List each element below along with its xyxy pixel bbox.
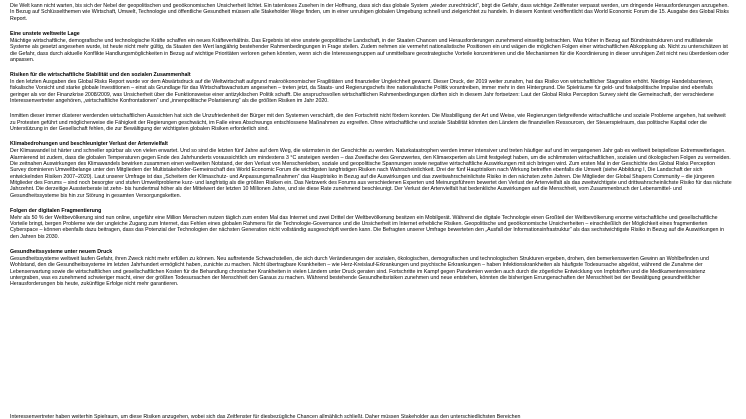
section-heading: Gesundheitssysteme unter neuem Druck (10, 249, 113, 256)
section-climate-biodiversity (10, 141, 732, 199)
intro-paragraph: Die Welt kann nicht warten, bis sich der Nebel der geopolitischen und geoökonomischen Unsicherheit lichtet. Ein tatenloses Zusehen in der Hoffnung, dass sich das globale System „wieder zurechtrückt“, birgt die Gefahr, dass wichtige Zeitfenster verpasst werden, um dringende Herausforderungen anzugehen. In Bezug auf Schlüsselthemen wie Wirtschaft, Umwelt, Technologie und öffentliche Gesundheit müssen alle Stakeholder Wege finden, um in einer unruhigen globalen Umgebung schnell und zielgerichtet zu handeln. In diesem Kontext veröffentlicht das World Economic Forum die 15. Ausgabe des Global Risks Report. (10, 3, 729, 22)
section-heading: Folgen der digitalen Fragmentierung (10, 207, 102, 214)
section-digital-fragmentation (10, 208, 732, 240)
section-economic-stability (10, 72, 732, 132)
section-geopolitical-landscape (10, 31, 732, 63)
section-paragraph: Mehr als 50 % der Weltbevölkerung sind nun online, ungefähr eine Million Menschen nutzen täglich zum ersten Mal das Internet und zwei Drittel der Weltbevölkerung besitzen ein Mobilgerät. Während die digitale Technologie einen Großteil der Weltbevölkerung enorme wirtschaftliche und gesellschaftliche Vorteile bringt, bergen Probleme wie der ungleiche Zugang zum Internet, das Fehlen eines globalen Rahmens für die Technologie-Governance und die Unsicherheit im Internet erhebliche Risiken. Geopolitische und geoökonomische Unsicherheiten – einschließlich der Möglichkeit eines fragmentierten Cyberspace – können ebenfalls dazu beitragen, dass das Potenzial der Technologien der nächsten Generation nicht vollständig ausgeschöpft werden kann. Die Befragten unserer Umfrage bewerteten den „Ausfall der Informationsinfrastruktur“ als das sechstwichtigste Risiko in Bezug auf die Auswirkungen in den Jahren bis 2030. (10, 214, 725, 240)
section-paragraph: Mächtige wirtschaftliche, demografische und technologische Kräfte schaffen ein neues Kräfteverhältnis. Das Ergebnis ist eine unstete geopolitische Landschaft, in der Staaten Chancen und Herausforderungen zunehmend einseitig betrachten. Was früher in Bezug auf Bündnisstrukturen und multilaterale Systeme als gesetzt angesehen wurde, ist heute nicht mehr gültig, da Staaten den Wert langjährig bestehender Rahmenbedingungen in Frage stellen. Zudem nehmen sie vermehrt nationalistische Positionen ein und wägen die möglichen Folgen einer wirtschaftlichen Abkopplung ab. Nicht zu unterschätzen ist die Gefahr, dass durch aktuelle Konflikte Handlungsmöglichkeiten in Bezug auf wichtige Prioritäten verloren gehen könnten, wenn sich die Interessengruppen auf unmittelbare geostrategische Vorteile konzentrieren und die Mechanismen für die Koordinierung in dieser unruhigen Zeit nicht neu überdenken oder anpassen. (10, 37, 729, 63)
section-heading: Risiken für die wirtschaftliche Stabilität und den sozialen Zusammenhalt (10, 72, 191, 79)
section-health-systems (10, 249, 732, 288)
section-paragraph: Inmitten dieser immer düsterer werdenden wirtschaftlichen Aussichten hat sich die Unzufriedenheit der Bürger mit den Systemen verschärft, die den Fortschritt nicht fördern konnten. Die Missbilligung der Art und Weise, wie Regierungen tiefgreifende wirtschaftliche und soziale Probleme angehen, hat weltweit zu Protesten geführt und möglicherweise die Fähigkeit der Regierungen geschwächt, im Falle eines Abschwungs entschlossene Maßnahmen zu ergreifen. Ohne wirtschaftliche und soziale Stabilität könnten den Ländern die finanziellen Ressourcen, der Steuerspielraum, das politische Kapital oder die Unterstützung in der Gesellschaft fehlen, die zur Bewältigung der wichtigsten globalen Risiken erforderlich sind. (10, 113, 726, 133)
section-paragraph: Gesundheitssysteme weltweit laufen Gefahr, ihren Zweck nicht mehr erfüllen zu können. Neu auftretende Schwachstellen, die sich durch Veränderungen der sozialen, ökologischen, demografischen und technologischen Strukturen ergeben, drohen, den bemerkenswerten Gewinn an Wohlbefinden und Wohlstand, den die Gesundheitssysteme im letzten Jahrhundert ermöglicht haben, zunichte zu machen. Nicht übertragbare Krankheiten – wie Herz-Kreislauf-Erkrankungen und psychische Erkrankungen – haben Infektionskrankheiten als häufigste Todesursache abgelöst, während die Zunahme der Lebenserwartung sowie die wirtschaftlichen und gesellschaftlichen Kosten für die Behandlung chronischer Krankheiten in vielen Ländern unter Druck geraten sind. Fortschritte im Kampf gegen Pandemien werden auch durch die zögerliche Entwicklung von Impfstoffen und die Medikamentenresistenz untergraben, was es zunehmend schwieriger macht, einer der größten Todesursachen der Menschheit den Garaus zu machen. Während bestehende Gesundheitsrisiken zunehmen und neue entstehen, könnten die bisherigen Errungenschaften der Menschheit bei der Bewältigung gesundheitlicher Herausforderungen bis heute, zukünftige Erfolge nicht mehr garantieren. (10, 255, 709, 288)
section-heading: Klimabedrohungen und beschleunigter Verlust der Artenvielfalt (10, 141, 168, 148)
cutoff-paragraph: Interessenvertreter haben weiterhin Spielraum, um diese Risiken anzugehen, wobei sich das Zeitfenster für diesbezügliche Chancen allmählich schließt. Daher müssen Stakeholder aus den unterschiedlichsten Bereichen (10, 414, 521, 419)
section-paragraph: In den letzten Ausgaben des Global Risks Report wurde vor dem Abwärtsdruck auf die Weltwirtschaft aufgrund makroökonomischer Fragilitäten und finanzieller Ungleichheit gewarnt. Dieser Druck, der 2019 weiter zunahm, hat das Risiko von wirtschaftlicher Stagnation erhöht. Niedrige Handelsbarrieren, fiskalische Vorsicht und starke globale Investitionen – einst als Grundlage für das Wirtschaftswachstum angesehen – treten jetzt, da Staats- und Regierungschefs ihre nationalistische Politik vorantreiben, immer mehr in den Hintergrund. Die Spielräume für geld- und fiskalpolitische Impulse sind ebenfalls geringer als vor der Finanzkrise 2008/2009, was Unsicherheit über die Funktionsweise einer antizyklischen Politik schafft. Die anspruchsvollen wirtschaftlichen Rahmenbedingungen dürften sich in diesem Jahr fortsetzen: Laut der Global Risks Perception Survey sieht die Gemeinschaft, der verschiedene Interessenvertreter angehören, „wirtschaftliche Konfrontationen“ und „innenpolitische Polarisierung“ als die größten Risiken im Jahr 2020. (10, 79, 714, 105)
section-paragraph: Der Klimawandel ist härter und schneller spürbar als von vielen erwartet. Und so sind die letzten fünf Jahre auf dem Weg, die wärmsten in der Geschichte zu werden. Naturkatastrophen werden immer intensiver und treten häufiger auf und im vergangenen Jahr gab es weltweit beispiellose Extremwetterlagen. Alarmierend ist zudem, dass die globalen Temperaturen gegen Ende des Jahrhunderts voraussichtlich um mindestens 3 °C ansteigen werden – das Zweifache des Grenzwertes, den Klimaexperten als Limit festgelegt haben, um die schlimmsten wirtschaftlichen, sozialen und ökologischen Folgen zu vermeiden. Die zeitnahen Auswirkungen des Klimawandels bewirken zusammen einen weltweiten Notstand, der den Verlust von Menschenleben, soziale und geopolitische Spannungen sowie negative wirtschaftliche Auswirkungen mit sich bringen wird. Zum ersten Mal in der Geschichte des Global Risks Perception Survey dominieren Umweltbelange unter den Mitgliedern der Multistakeholder-Gemeinschaft des World Economic Forum die wichtigsten langfristigen Risiken nach Wahrscheinlichkeit. Drei der fünf Hauptrisiken nach Wirkung betreffen ebenfalls die Umwelt (siehe Abbildung I, Die Landschaft der sich entwickelnden Risiken 2007–2020). Laut unserer Umfrage ist das „Scheitern der Klimaschutz- und Anpassungsmaßnahmen“ das Hauptrisiko in Bezug auf die Auswirkungen und das zweitwahrscheinlichste Risiko in den nächsten zehn Jahren. Die Mitglieder der Global Shapers Community – die jüngeren Mitglieder des Forums – sind noch besorgter und stufen Umweltprobleme kurz- und langfristig als die größten Risiken ein. Das Netzwerk des Forums aus verschiedenen Experten und Meinungsführern bewertet den Verlust der Artenvielfalt als das zweitwichtigste und drittwahrscheinlichste Risiko für das nächste Jahrzehnt. Die derzeitige Aussterberate ist zehn- bis hundertmal höher als der Mittelwert der letzten 10 Millionen Jahre, und sie diese Rate zunehmend beschleunigt. Der Verlust der Artenvielfalt hat bedenkliche Auswirkungen auf die Menschheit, vom Zusammenbruch der Lebensmittel- und Gesundheitssysteme bis hin zur Störung in gesamten Versorgungsketten. (10, 148, 732, 199)
section-heading: Eine unstete weltweite Lage (10, 31, 80, 38)
